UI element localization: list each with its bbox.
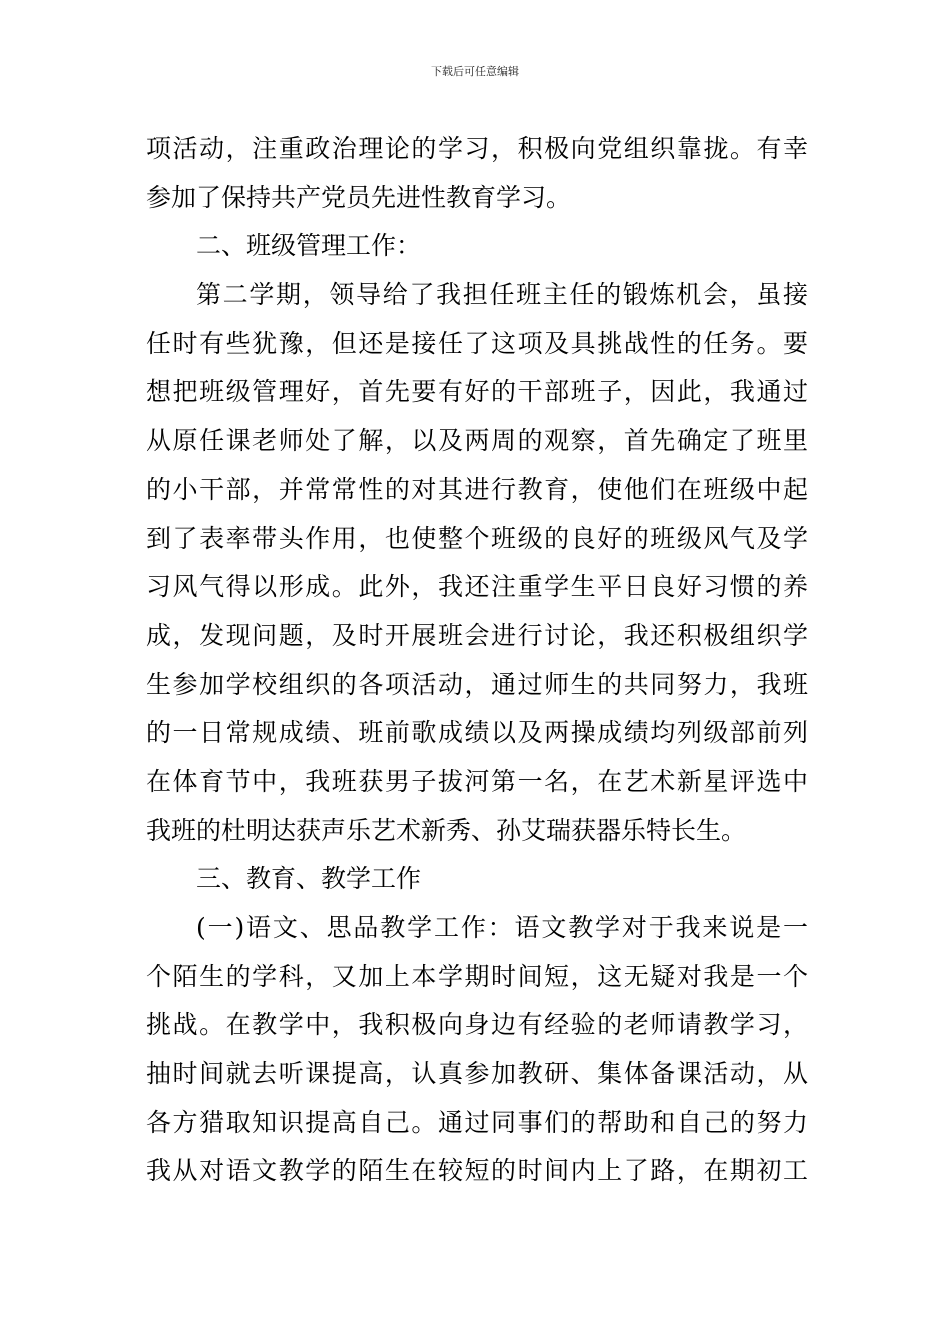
text-line: 到了表率带头作用，也使整个班级的良好的班级风气及学 (146, 523, 808, 553)
text-line: 我班的杜明达获声乐艺术新秀、孙艾瑞获器乐特长生。 (146, 815, 747, 845)
document-body (146, 125, 808, 1196)
text-line: 习风气得以形成。此外，我还注重学生平日良好习惯的养 (146, 572, 808, 602)
text-line: 想把班级管理好，首先要有好的干部班子，因此，我通过 (146, 377, 808, 407)
section-heading: 二、班级管理工作： (196, 231, 422, 261)
text-line: (一)语文、思品教学工作：语文教学对于我来说是一 (196, 913, 808, 942)
text-line: 抽时间就去听课提高，认真参加教研、集体备课活动，从 (146, 1059, 808, 1089)
text-line: 个陌生的学科，又加上本学期时间短，这无疑对我是一个 (146, 961, 808, 991)
section-heading: 三、教育、教学工作 (196, 864, 422, 894)
text-line: 在体育节中，我班获男子拔河第一名，在艺术新星评选中 (146, 766, 808, 796)
text-line: 的小干部，并常常性的对其进行教育，使他们在班级中起 (146, 474, 808, 504)
text-line: 的一日常规成绩、班前歌成绩以及两操成绩均列级部前列 (146, 718, 808, 748)
text-line: 我从对语文教学的陌生在较短的时间内上了路，在期初工 (146, 1156, 808, 1186)
text-line: 成，发现问题，及时开展班会进行讨论，我还积极组织学 (146, 620, 808, 650)
text-line: 第二学期，领导给了我担任班主任的锻炼机会，虽接 (196, 280, 808, 310)
text-line: 参加了保持共产党员先进性教育学习。 (146, 182, 572, 212)
text-line: 挑战。在教学中，我积极向身边有经验的老师请教学习， (146, 1010, 808, 1040)
text-line: 从原任课老师处了解，以及两周的观察，首先确定了班里 (146, 426, 808, 456)
text-line: 任时有些犹豫，但还是接任了这项及具挑战性的任务。要 (146, 328, 808, 358)
text-line: 各方猎取知识提高自己。通过同事们的帮助和自己的努力 (146, 1107, 808, 1137)
text-line: 项活动，注重政治理论的学习，积极向党组织靠拢。有幸 (146, 134, 808, 163)
page-header: 下载后可任意编辑 (431, 65, 519, 78)
text-line: 生参加学校组织的各项活动，通过师生的共同努力，我班 (146, 669, 808, 699)
